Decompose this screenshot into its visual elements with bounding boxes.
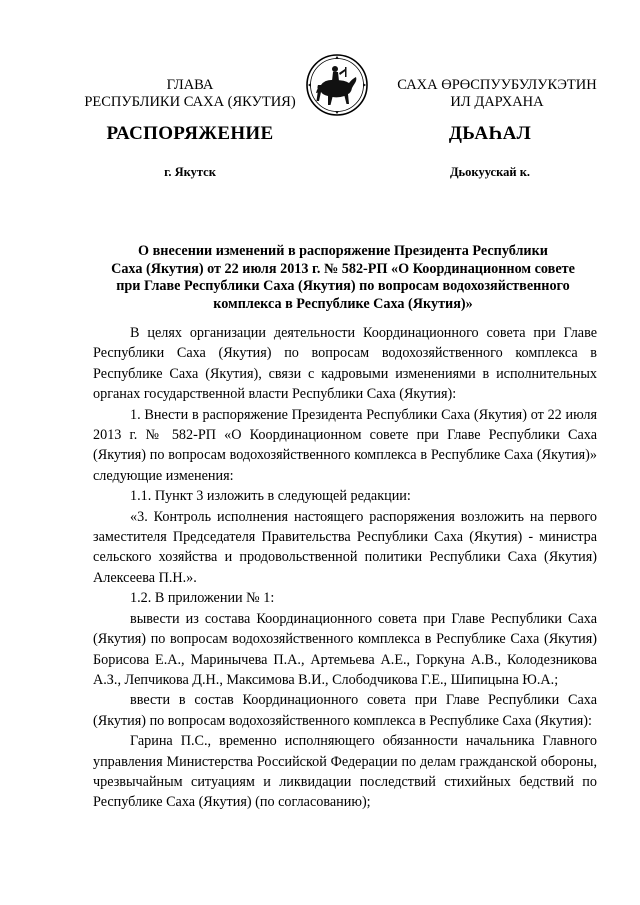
add-members-paragraph: ввести в состав Координационного совета при Главе Республики Саха (Якутия) по вопросам водохозяйственного комплекса в Республике Саха (Якутия): (93, 692, 597, 729)
title-line2: Саха (Якутия) от 22 июля 2013 г. № 582-РП «О Координационном совете (111, 260, 575, 277)
doc-type-yakut: ДЬАҺАЛ (448, 123, 532, 144)
header-right-line2: ИЛ ДАРХАНА (450, 94, 544, 110)
document-title (90, 243, 596, 313)
header-right (382, 77, 612, 111)
remove-members-paragraph: вывести из состава Координационного совета при Главе Республики Саха (Якутия) по вопросам водохозяйственного комплекса в Республике Саха (Якутия) Борисова Е.А., Маринычева П.А., Артемьева А.Е., Горкуна А.В., Колодезникова А.З., Лепчикова Д.Н., Максимова В.И., Слободчикова Г.Е., Шипицына Ю.А.; (93, 610, 597, 688)
preamble-paragraph: В целях организации деятельности Координационного совета при Главе Республики Саха (Якутия) по вопросам водохозяйственного комплекса в Республике Саха (Якутия), связи с кадровыми изменениями в исполнительных органах государственной власти Республики Саха (Якутия): (93, 325, 597, 403)
header-left-line2: РЕСПУБЛИКИ САХА (ЯКУТИЯ) (84, 94, 296, 110)
item-1-2-paragraph: 1.2. В приложении № 1: (130, 590, 275, 607)
item-1-paragraph: 1. Внести в распоряжение Президента Республики Саха (Якутия) от 22 июля 2013 г. № 582-РП «О Координационном совете при Главе Республики Саха (Якутия) по вопросам водохозяйственного комплекса в Республике Саха (Якутия)» следующие изменения: (93, 406, 597, 484)
city-yakut: Дьокуускай к. (449, 165, 531, 179)
item-1-1-paragraph: 1.1. Пункт 3 изложить в следующей редакции: (130, 488, 411, 505)
member-garin-paragraph: Гарина П.С., временно исполняющего обязанности начальника Главного управления Министерства Российской Федерации по делам гражданской обороны, чрезвычайным ситуациям и ликвидации последствий стихийных бедствий по Республике Саха (Якутия) (по согласованию); (93, 733, 597, 811)
header-right-line1: САХА ӨРӨСПУУБУЛУКЭТИН (397, 77, 597, 93)
item-3-quote-paragraph: «3. Контроль исполнения настоящего распоряжения возложить на первого заместителя Председателя Правительства Республики Саха (Якутия) - министра сельского хозяйства и продовольственной политики Республики Саха (Якутия) Алексеева П.Н.». (93, 508, 597, 586)
header-left (60, 77, 320, 111)
city-russian: г. Якутск (164, 165, 216, 179)
title-line4: комплекса в Республике Саха (Якутия)» (213, 295, 473, 312)
doc-type-russian: РАСПОРЯЖЕНИЕ (106, 123, 274, 144)
header-left-line1: ГЛАВА (166, 77, 214, 93)
title-line1: О внесении изменений в распоряжение Президента Республики (138, 243, 548, 259)
title-line3: при Главе Республики Саха (Якутия) по вопросам водохозяйственного (116, 278, 570, 294)
coat-of-arms-icon (305, 53, 369, 117)
document-body (93, 323, 597, 813)
